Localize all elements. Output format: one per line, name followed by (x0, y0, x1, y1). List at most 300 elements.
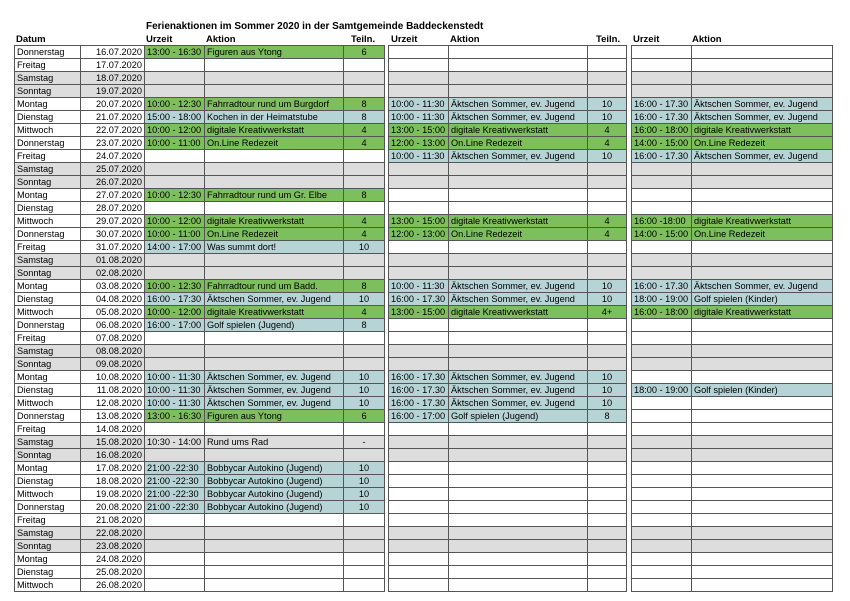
event-name: Äktschen Sommer, ev. Jugend (449, 293, 588, 306)
event-time (145, 202, 205, 215)
table-row (15, 215, 385, 228)
event-time (145, 423, 205, 436)
event-time (389, 345, 449, 358)
event-name (449, 59, 588, 72)
event-name (449, 163, 588, 176)
event-time: 10:00 - 11:30 (145, 397, 205, 410)
table-row (632, 553, 833, 566)
date-cell: 26.08.2020 (81, 579, 145, 592)
event-time: 10:00 - 12:30 (145, 189, 205, 202)
event-time: 15:00 - 18:00 (145, 111, 205, 124)
header-datum: Datum (16, 34, 46, 45)
event-name: Golf spielen (Kinder) (692, 293, 833, 306)
participant-count (588, 202, 627, 215)
weekday-cell: Samstag (15, 72, 81, 85)
event-name (692, 501, 833, 514)
participant-count: 10 (344, 371, 385, 384)
event-name (692, 202, 833, 215)
table-row (632, 410, 833, 423)
date-cell: 11.08.2020 (81, 384, 145, 397)
event-time: 10:00 - 12:00 (145, 215, 205, 228)
event-name (449, 475, 588, 488)
event-time: 16:00 - 17:00 (389, 410, 449, 423)
date-cell: 29.07.2020 (81, 215, 145, 228)
weekday-cell: Sonntag (15, 267, 81, 280)
event-time (389, 85, 449, 98)
table-row (632, 358, 833, 371)
event-name: Bobbycar Autokino (Jugend) (205, 462, 344, 475)
event-time: 16:00 - 17.30 (632, 98, 692, 111)
header-urzeit-1: Urzeit (146, 34, 173, 45)
date-cell: 02.08.2020 (81, 267, 145, 280)
table-row (389, 449, 627, 462)
participant-count (588, 527, 627, 540)
table-row (632, 449, 833, 462)
schedule-table-2 (388, 45, 627, 592)
event-time (632, 501, 692, 514)
date-cell: 06.08.2020 (81, 319, 145, 332)
participant-count (344, 332, 385, 345)
event-time: 16:00 - 17.30 (632, 111, 692, 124)
event-time (389, 566, 449, 579)
event-time (389, 176, 449, 189)
table-row (389, 397, 627, 410)
event-name: Fahrradtour rund um Gr. Elbe (205, 189, 344, 202)
event-time (145, 345, 205, 358)
event-name: Äktschen Sommer, ev. Jugend (692, 280, 833, 293)
participant-count: 10 (344, 384, 385, 397)
weekday-cell: Dienstag (15, 475, 81, 488)
event-time (145, 540, 205, 553)
event-name (692, 514, 833, 527)
event-name (449, 358, 588, 371)
event-time (632, 267, 692, 280)
event-time (145, 514, 205, 527)
event-name (449, 449, 588, 462)
participant-count: 4 (344, 124, 385, 137)
table-row (632, 345, 833, 358)
event-time: 12:00 - 13:00 (389, 228, 449, 241)
event-name (692, 189, 833, 202)
event-name (449, 527, 588, 540)
participant-count (344, 449, 385, 462)
event-name (449, 566, 588, 579)
table-row (389, 150, 627, 163)
event-time: 10:30 - 14:00 (145, 436, 205, 449)
table-row (389, 332, 627, 345)
event-time (389, 449, 449, 462)
event-name (205, 202, 344, 215)
event-time (632, 371, 692, 384)
event-time (389, 72, 449, 85)
participant-count: 4 (344, 137, 385, 150)
table-row (632, 137, 833, 150)
table-row (632, 111, 833, 124)
event-time (389, 332, 449, 345)
date-cell: 24.07.2020 (81, 150, 145, 163)
table-row (15, 59, 385, 72)
table-row (15, 293, 385, 306)
event-time (632, 475, 692, 488)
table-row (15, 410, 385, 423)
event-time (145, 332, 205, 345)
participant-count: 10 (344, 293, 385, 306)
table-row (632, 527, 833, 540)
event-time (145, 579, 205, 592)
weekday-cell: Samstag (15, 345, 81, 358)
table-row (15, 527, 385, 540)
event-time: 10:00 - 11:30 (145, 371, 205, 384)
date-cell: 19.07.2020 (81, 85, 145, 98)
weekday-cell: Mittwoch (15, 488, 81, 501)
event-name (205, 345, 344, 358)
date-cell: 25.08.2020 (81, 566, 145, 579)
event-name: Äktschen Sommer, ev. Jugend (692, 150, 833, 163)
table-row (15, 241, 385, 254)
event-time (145, 566, 205, 579)
event-name: Äktschen Sommer, ev. Jugend (449, 98, 588, 111)
event-time: 16:00 - 18:00 (632, 306, 692, 319)
schedule-block-1 (14, 45, 385, 592)
event-name: Äktschen Sommer, ev. Jugend (449, 384, 588, 397)
participant-count: 10 (588, 384, 627, 397)
table-row (389, 566, 627, 579)
event-time: 10:00 - 11:00 (145, 228, 205, 241)
participant-count (588, 449, 627, 462)
participant-count (588, 436, 627, 449)
event-time (632, 579, 692, 592)
participant-count (588, 332, 627, 345)
event-name: Äktschen Sommer, ev. Jugend (449, 397, 588, 410)
event-time (389, 540, 449, 553)
page-title: Ferienaktionen im Sommer 2020 in der Samtgemeinde Baddeckenstedt (146, 21, 484, 32)
table-row (389, 137, 627, 150)
event-name: Rund ums Rad (205, 436, 344, 449)
participant-count (344, 566, 385, 579)
table-row (632, 579, 833, 592)
table-row (632, 566, 833, 579)
participant-count (344, 176, 385, 189)
table-row (15, 72, 385, 85)
table-row (632, 514, 833, 527)
participant-count: 4 (344, 215, 385, 228)
event-name: Fahrradtour rund um Burgdorf (205, 98, 344, 111)
table-row (632, 501, 833, 514)
participant-count (344, 59, 385, 72)
event-name: Figuren aus Ytong (205, 46, 344, 59)
event-time: 10:00 - 12:00 (145, 124, 205, 137)
event-name (449, 267, 588, 280)
event-time (632, 176, 692, 189)
table-row (15, 306, 385, 319)
participant-count: 4 (588, 215, 627, 228)
table-row (15, 124, 385, 137)
weekday-cell: Montag (15, 189, 81, 202)
event-name: On.Line Redezeit (692, 228, 833, 241)
table-row (632, 475, 833, 488)
event-time (632, 189, 692, 202)
table-row (389, 345, 627, 358)
schedule-block-3 (631, 45, 833, 592)
participant-count (588, 423, 627, 436)
participant-count (588, 553, 627, 566)
table-row (389, 384, 627, 397)
event-name (449, 423, 588, 436)
date-cell: 23.07.2020 (81, 137, 145, 150)
event-time (145, 85, 205, 98)
date-cell: 22.08.2020 (81, 527, 145, 540)
weekday-cell: Mittwoch (15, 579, 81, 592)
table-row (632, 59, 833, 72)
header-urzeit-2: Urzeit (391, 34, 418, 45)
weekday-cell: Samstag (15, 436, 81, 449)
date-cell: 26.07.2020 (81, 176, 145, 189)
table-row (389, 462, 627, 475)
event-name (205, 59, 344, 72)
table-row (15, 137, 385, 150)
table-row (15, 449, 385, 462)
participant-count: 10 (588, 111, 627, 124)
table-row (389, 475, 627, 488)
date-cell: 27.07.2020 (81, 189, 145, 202)
event-time (145, 176, 205, 189)
event-name (692, 449, 833, 462)
participant-count (344, 514, 385, 527)
event-name (692, 579, 833, 592)
weekday-cell: Montag (15, 371, 81, 384)
event-time (389, 462, 449, 475)
table-row (389, 293, 627, 306)
table-row (15, 475, 385, 488)
event-name: Bobbycar Autokino (Jugend) (205, 475, 344, 488)
participant-count: 10 (344, 501, 385, 514)
participant-count: 8 (588, 410, 627, 423)
event-name (205, 540, 344, 553)
event-name (692, 241, 833, 254)
table-row (389, 540, 627, 553)
event-name (449, 189, 588, 202)
table-row (15, 176, 385, 189)
event-name: Äktschen Sommer, ev. Jugend (449, 371, 588, 384)
event-name (692, 332, 833, 345)
participant-count: 10 (344, 397, 385, 410)
participant-count (588, 163, 627, 176)
event-name (692, 163, 833, 176)
event-time (389, 319, 449, 332)
event-name (449, 241, 588, 254)
weekday-cell: Montag (15, 553, 81, 566)
participant-count (588, 46, 627, 59)
header-urzeit-3: Urzeit (633, 34, 660, 45)
event-name (692, 254, 833, 267)
table-row (389, 241, 627, 254)
table-row (632, 306, 833, 319)
event-time (389, 527, 449, 540)
event-name (449, 202, 588, 215)
table-row (15, 254, 385, 267)
event-name: Was summt dort! (205, 241, 344, 254)
event-name (205, 150, 344, 163)
event-name: digitale Kreativwerkstatt (692, 215, 833, 228)
table-row (15, 436, 385, 449)
schedule-table-3 (631, 45, 833, 592)
event-name (205, 332, 344, 345)
header-aktion-2: Aktion (450, 34, 480, 45)
event-time: 10:00 - 11:30 (389, 111, 449, 124)
date-cell: 30.07.2020 (81, 228, 145, 241)
table-row (389, 436, 627, 449)
weekday-cell: Freitag (15, 59, 81, 72)
table-row (632, 462, 833, 475)
weekday-cell: Samstag (15, 163, 81, 176)
date-cell: 20.07.2020 (81, 98, 145, 111)
table-row (389, 306, 627, 319)
weekday-cell: Donnerstag (15, 501, 81, 514)
event-name (205, 527, 344, 540)
weekday-cell: Dienstag (15, 293, 81, 306)
event-time (389, 254, 449, 267)
event-name: On.Line Redezeit (205, 228, 344, 241)
date-cell: 13.08.2020 (81, 410, 145, 423)
participant-count: 4 (588, 228, 627, 241)
weekday-cell: Sonntag (15, 176, 81, 189)
event-name: Äktschen Sommer, ev. Jugend (449, 111, 588, 124)
event-time (632, 553, 692, 566)
event-time (389, 501, 449, 514)
date-cell: 15.08.2020 (81, 436, 145, 449)
event-name: Äktschen Sommer, ev. Jugend (449, 280, 588, 293)
date-cell: 25.07.2020 (81, 163, 145, 176)
event-name: digitale Kreativwerkstatt (692, 124, 833, 137)
table-row (389, 228, 627, 241)
date-cell: 14.08.2020 (81, 423, 145, 436)
event-time (389, 514, 449, 527)
event-time (389, 267, 449, 280)
weekday-cell: Sonntag (15, 85, 81, 98)
event-time: 13:00 - 15:00 (389, 124, 449, 137)
event-time: 16:00 - 17:30 (145, 293, 205, 306)
participant-count: 4 (344, 306, 385, 319)
date-cell: 05.08.2020 (81, 306, 145, 319)
event-name: digitale Kreativwerkstatt (449, 215, 588, 228)
table-row (632, 371, 833, 384)
event-time (145, 72, 205, 85)
table-row (632, 163, 833, 176)
event-time (632, 397, 692, 410)
event-name (205, 566, 344, 579)
table-row (15, 566, 385, 579)
table-row (632, 215, 833, 228)
event-name (449, 46, 588, 59)
header-aktion-3: Aktion (692, 34, 722, 45)
event-time (632, 319, 692, 332)
table-row (15, 319, 385, 332)
participant-count: 10 (588, 280, 627, 293)
date-cell: 04.08.2020 (81, 293, 145, 306)
date-cell: 24.08.2020 (81, 553, 145, 566)
date-cell: 31.07.2020 (81, 241, 145, 254)
event-name: digitale Kreativwerkstatt (205, 124, 344, 137)
event-time: 14:00 - 15:00 (632, 137, 692, 150)
weekday-cell: Donnerstag (15, 228, 81, 241)
event-time (632, 423, 692, 436)
event-name: Kochen in der Heimatstube (205, 111, 344, 124)
event-time: 16:00 - 17.30 (632, 150, 692, 163)
event-time: 13:00 - 16:30 (145, 46, 205, 59)
event-name: Bobbycar Autokino (Jugend) (205, 501, 344, 514)
table-row (15, 397, 385, 410)
event-name (449, 436, 588, 449)
date-cell: 16.07.2020 (81, 46, 145, 59)
event-time: 16:00 - 17.30 (389, 384, 449, 397)
participant-count (588, 85, 627, 98)
table-row (389, 254, 627, 267)
weekday-cell: Freitag (15, 423, 81, 436)
weekday-cell: Mittwoch (15, 124, 81, 137)
weekday-cell: Samstag (15, 254, 81, 267)
event-time (632, 436, 692, 449)
participant-count: 10 (588, 150, 627, 163)
date-cell: 08.08.2020 (81, 345, 145, 358)
participant-count (344, 423, 385, 436)
weekday-cell: Mittwoch (15, 215, 81, 228)
event-name: Fahrradtour rund um Badd. (205, 280, 344, 293)
participant-count (588, 189, 627, 202)
event-time (632, 488, 692, 501)
weekday-cell: Mittwoch (15, 306, 81, 319)
participant-count (588, 514, 627, 527)
event-time (632, 527, 692, 540)
event-name (449, 579, 588, 592)
event-time (632, 202, 692, 215)
event-name (449, 501, 588, 514)
table-row (632, 384, 833, 397)
event-name: Figuren aus Ytong (205, 410, 344, 423)
event-time: 16:00 - 18:00 (632, 124, 692, 137)
weekday-cell: Donnerstag (15, 319, 81, 332)
event-name: Golf spielen (Jugend) (205, 319, 344, 332)
participant-count (344, 553, 385, 566)
weekday-cell: Donnerstag (15, 46, 81, 59)
event-name (449, 176, 588, 189)
table-row (632, 176, 833, 189)
table-row (15, 202, 385, 215)
participant-count (344, 163, 385, 176)
table-row (632, 397, 833, 410)
event-time: 16:00 - 17.30 (389, 371, 449, 384)
table-row (15, 111, 385, 124)
event-time (389, 579, 449, 592)
participant-count (344, 358, 385, 371)
participant-count (344, 527, 385, 540)
table-row (389, 163, 627, 176)
participant-count: 8 (344, 98, 385, 111)
date-cell: 16.08.2020 (81, 449, 145, 462)
event-time: 10:00 - 11:00 (145, 137, 205, 150)
participant-count (588, 488, 627, 501)
event-name (205, 358, 344, 371)
event-name (692, 423, 833, 436)
weekday-cell: Montag (15, 98, 81, 111)
participant-count: 4+ (588, 306, 627, 319)
header-teiln-1: Teiln. (351, 34, 376, 45)
event-name (692, 436, 833, 449)
event-name: Äktschen Sommer, ev. Jugend (692, 111, 833, 124)
date-cell: 09.08.2020 (81, 358, 145, 371)
event-name: digitale Kreativwerkstatt (205, 215, 344, 228)
participant-count (344, 540, 385, 553)
table-row (15, 514, 385, 527)
